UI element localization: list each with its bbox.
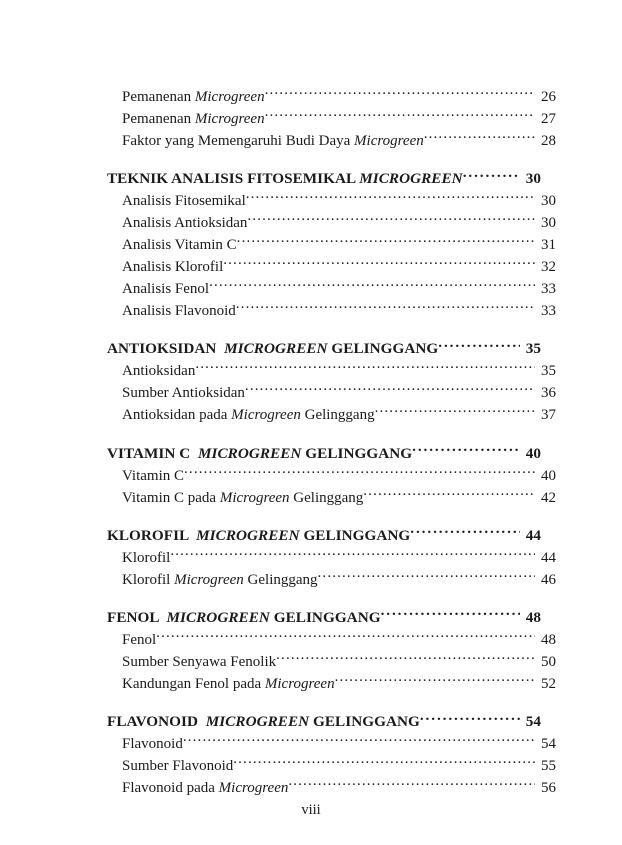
toc-chapter-entry[interactable] bbox=[107, 525, 541, 547]
dot-leader bbox=[245, 382, 535, 397]
toc-page-number: 26 bbox=[541, 89, 556, 105]
toc-sub-entry[interactable] bbox=[107, 256, 556, 278]
dot-leader bbox=[265, 86, 535, 101]
dot-leader bbox=[223, 256, 535, 271]
plain-text: FENOL bbox=[107, 608, 167, 626]
toc-entry-label bbox=[122, 301, 236, 322]
dot-leader bbox=[438, 338, 520, 353]
italic-text: Microgreen bbox=[264, 675, 335, 692]
toc-section bbox=[107, 711, 556, 799]
toc-page-number: 50 bbox=[541, 653, 556, 670]
dot-leader bbox=[209, 278, 535, 293]
plain-text: VITAMIN C bbox=[107, 444, 198, 462]
toc-entry-label bbox=[122, 213, 247, 234]
plain-text: Gelinggang bbox=[300, 407, 375, 424]
plain-text: Faktor yang Memengaruhi Budi Daya bbox=[122, 133, 355, 149]
plain-text: Gelinggang bbox=[289, 489, 364, 506]
toc-entry-label bbox=[122, 570, 318, 591]
plain-text: Analisis Flavonoid bbox=[122, 303, 236, 320]
plain-text: Pemanenan bbox=[122, 89, 195, 105]
toc-page-number: 52 bbox=[541, 675, 556, 692]
toc-entry-label bbox=[107, 168, 463, 190]
toc-chapter-entry[interactable] bbox=[107, 442, 541, 464]
toc-page-number: 44 bbox=[525, 526, 541, 544]
italic-text: MICROGREEN bbox=[197, 444, 302, 462]
dot-leader bbox=[276, 651, 535, 666]
dot-leader bbox=[412, 442, 520, 457]
plain-text: Sumber Antioksidan bbox=[122, 385, 245, 402]
toc-sub-entry[interactable] bbox=[107, 360, 556, 382]
toc-page-number: 37 bbox=[541, 407, 556, 424]
toc-sub-entry[interactable] bbox=[107, 404, 556, 426]
plain-text: Analisis Klorofil bbox=[122, 259, 224, 276]
toc-page-number: 55 bbox=[541, 758, 556, 775]
toc-chapter-entry[interactable] bbox=[107, 607, 541, 629]
toc-section bbox=[107, 607, 556, 695]
italic-text: Microgreen bbox=[194, 89, 265, 105]
plain-text: Vitamin C pada bbox=[122, 489, 220, 506]
toc-sub-entry[interactable] bbox=[107, 651, 556, 673]
plain-text: Vitamin C bbox=[122, 467, 185, 484]
toc-entry-label bbox=[122, 734, 183, 755]
toc-page-number: 30 bbox=[541, 193, 556, 210]
italic-text: MICROGREEN bbox=[205, 713, 310, 731]
toc-sub-entry[interactable] bbox=[107, 212, 556, 234]
toc-page-number: 30 bbox=[541, 215, 556, 232]
table-of-contents bbox=[107, 86, 556, 799]
plain-text: GELINGGANG bbox=[327, 340, 439, 358]
dot-leader bbox=[288, 777, 535, 792]
dot-leader bbox=[195, 360, 535, 375]
toc-entry-label bbox=[122, 548, 170, 569]
toc-page-number: 36 bbox=[541, 385, 556, 402]
toc-entry-label bbox=[122, 191, 246, 212]
dot-leader bbox=[184, 465, 535, 480]
italic-text: Microgreen bbox=[231, 407, 301, 424]
toc-entry-label bbox=[107, 711, 420, 733]
plain-text: GELINGGANG bbox=[299, 526, 411, 544]
toc-entry-label bbox=[122, 131, 424, 152]
plain-text: ANTIOKSIDAN bbox=[107, 340, 225, 358]
toc-entry-label bbox=[107, 607, 381, 629]
toc-page-number: 46 bbox=[541, 571, 556, 588]
toc-sub-entry[interactable] bbox=[107, 382, 556, 404]
toc-entry-label bbox=[122, 674, 335, 695]
dot-leader bbox=[233, 755, 535, 770]
dot-leader bbox=[410, 525, 520, 540]
plain-text: GELINGGANG bbox=[269, 608, 381, 626]
toc-sub-entry[interactable] bbox=[107, 777, 556, 799]
page-number-folio: viii bbox=[301, 802, 321, 818]
italic-text: MICROGREEN bbox=[196, 526, 300, 544]
plain-text: Analisis Fitosemikal bbox=[122, 193, 246, 210]
dot-leader bbox=[318, 569, 535, 584]
toc-sub-entry[interactable] bbox=[107, 755, 556, 777]
dot-leader bbox=[246, 190, 535, 205]
dot-leader bbox=[363, 487, 535, 502]
toc-page-number: 30 bbox=[525, 170, 541, 188]
toc-sub-entry[interactable] bbox=[107, 487, 556, 509]
toc-page-number: 33 bbox=[541, 303, 556, 320]
toc-entry-label bbox=[122, 279, 209, 300]
plain-text: TEKNIK ANALISIS FITOSEMIKAL bbox=[107, 170, 360, 188]
plain-text: GELINGGANG bbox=[309, 713, 420, 731]
toc-entry-label bbox=[107, 338, 438, 360]
plain-text: Analisis Fenol bbox=[122, 281, 210, 298]
toc-chapter-entry[interactable] bbox=[107, 338, 541, 360]
toc-page-number: 27 bbox=[541, 111, 556, 127]
toc-chapter-entry[interactable] bbox=[107, 711, 541, 733]
dot-leader bbox=[463, 168, 520, 183]
toc-section bbox=[107, 168, 556, 322]
toc-page-number: 31 bbox=[541, 237, 556, 254]
plain-text: FLAVONOID bbox=[107, 713, 206, 731]
toc-entry-label bbox=[122, 361, 195, 382]
toc-section bbox=[107, 525, 556, 591]
toc-sub-entry[interactable] bbox=[107, 190, 556, 212]
toc-entry-label bbox=[122, 466, 184, 487]
dot-leader bbox=[420, 711, 520, 726]
toc-page-number: 56 bbox=[541, 780, 556, 797]
dot-leader bbox=[183, 733, 535, 748]
dot-leader bbox=[236, 300, 535, 315]
toc-entry-label bbox=[122, 235, 237, 256]
toc-page-number: 35 bbox=[541, 363, 556, 380]
italic-text: Microgreen bbox=[174, 571, 244, 588]
plain-text: Flavonoid bbox=[122, 736, 183, 753]
toc-sub-entry[interactable] bbox=[107, 278, 556, 300]
toc-page-number: 54 bbox=[525, 713, 541, 731]
toc-page-number: 32 bbox=[541, 259, 556, 276]
toc-sub-entry[interactable] bbox=[107, 733, 556, 755]
toc-sub-entry[interactable] bbox=[107, 547, 556, 569]
toc-entry-label bbox=[122, 778, 288, 799]
italic-text: Microgreen bbox=[354, 133, 424, 149]
plain-text: Klorofil bbox=[122, 549, 171, 566]
dot-leader bbox=[375, 404, 535, 419]
toc-entry-label bbox=[122, 257, 223, 278]
toc-sub-entry[interactable] bbox=[107, 108, 556, 130]
dot-leader bbox=[156, 629, 535, 644]
toc-sub-entry[interactable] bbox=[107, 86, 556, 108]
italic-text: MICROGREEN bbox=[359, 170, 463, 188]
plain-text: GELINGGANG bbox=[301, 444, 413, 462]
dot-leader bbox=[237, 234, 535, 249]
plain-text: Analisis Vitamin C bbox=[122, 237, 237, 254]
italic-text: Microgreen bbox=[219, 489, 290, 506]
toc-page-number: 40 bbox=[525, 444, 541, 462]
toc-entry-label bbox=[107, 443, 412, 465]
toc-page-number: 48 bbox=[525, 608, 541, 626]
italic-text: Microgreen bbox=[194, 111, 265, 127]
toc-page-number: 44 bbox=[541, 549, 556, 566]
toc-chapter-entry[interactable] bbox=[107, 168, 541, 190]
toc-entry-label bbox=[122, 405, 375, 426]
toc-entry-label bbox=[122, 87, 265, 108]
toc-sub-entry[interactable] bbox=[107, 130, 556, 152]
plain-text: KLOROFIL bbox=[107, 526, 197, 544]
toc-section bbox=[107, 338, 556, 426]
toc-entry-label bbox=[122, 652, 276, 673]
plain-text: Klorofil bbox=[122, 571, 175, 588]
toc-page-number: 28 bbox=[541, 133, 556, 149]
toc-sub-entry[interactable] bbox=[107, 300, 556, 322]
plain-text: Sumber Flavonoid bbox=[122, 758, 234, 775]
toc-page-number: 33 bbox=[541, 281, 556, 298]
plain-text: Kandungan Fenol pada bbox=[122, 675, 265, 692]
dot-leader bbox=[424, 130, 535, 145]
toc-page-number: 42 bbox=[541, 489, 556, 506]
toc-entry-label bbox=[122, 756, 233, 777]
toc-sub-entry[interactable] bbox=[107, 673, 556, 695]
toc-sub-entry[interactable] bbox=[107, 569, 556, 591]
plain-text: Pemanenan bbox=[122, 111, 195, 127]
dot-leader bbox=[247, 212, 535, 227]
dot-leader bbox=[265, 108, 535, 123]
toc-entry-label bbox=[107, 525, 410, 547]
toc-section bbox=[107, 442, 556, 508]
plain-text: Sumber Senyawa Fenolik bbox=[122, 653, 277, 670]
dot-leader bbox=[170, 547, 535, 562]
toc-page-number: 35 bbox=[525, 340, 541, 358]
toc-sub-entry[interactable] bbox=[107, 234, 556, 256]
plain-text: Flavonoid pada bbox=[122, 780, 219, 797]
toc-sub-entry[interactable] bbox=[107, 465, 556, 487]
toc-page-number: 48 bbox=[541, 631, 556, 648]
italic-text: MICROGREEN bbox=[166, 608, 270, 626]
italic-text: Microgreen bbox=[218, 780, 289, 797]
plain-text: Antioksidan bbox=[122, 363, 196, 380]
toc-page-number: 40 bbox=[541, 467, 556, 484]
plain-text: Fenol bbox=[122, 631, 157, 648]
toc-entry-label bbox=[122, 630, 156, 651]
plain-text: Analisis Antioksidan bbox=[122, 215, 248, 232]
dot-leader bbox=[381, 607, 520, 622]
plain-text: Antioksidan pada bbox=[122, 407, 232, 424]
toc-sub-entry[interactable] bbox=[107, 629, 556, 651]
toc-entry-label bbox=[122, 383, 245, 404]
toc-page-number: 54 bbox=[541, 736, 556, 753]
plain-text: Gelinggang bbox=[243, 571, 318, 588]
dot-leader bbox=[335, 673, 535, 688]
toc-section bbox=[107, 86, 556, 152]
toc-entry-label bbox=[122, 109, 265, 130]
toc-entry-label bbox=[122, 488, 363, 509]
italic-text: MICROGREEN bbox=[224, 340, 328, 358]
